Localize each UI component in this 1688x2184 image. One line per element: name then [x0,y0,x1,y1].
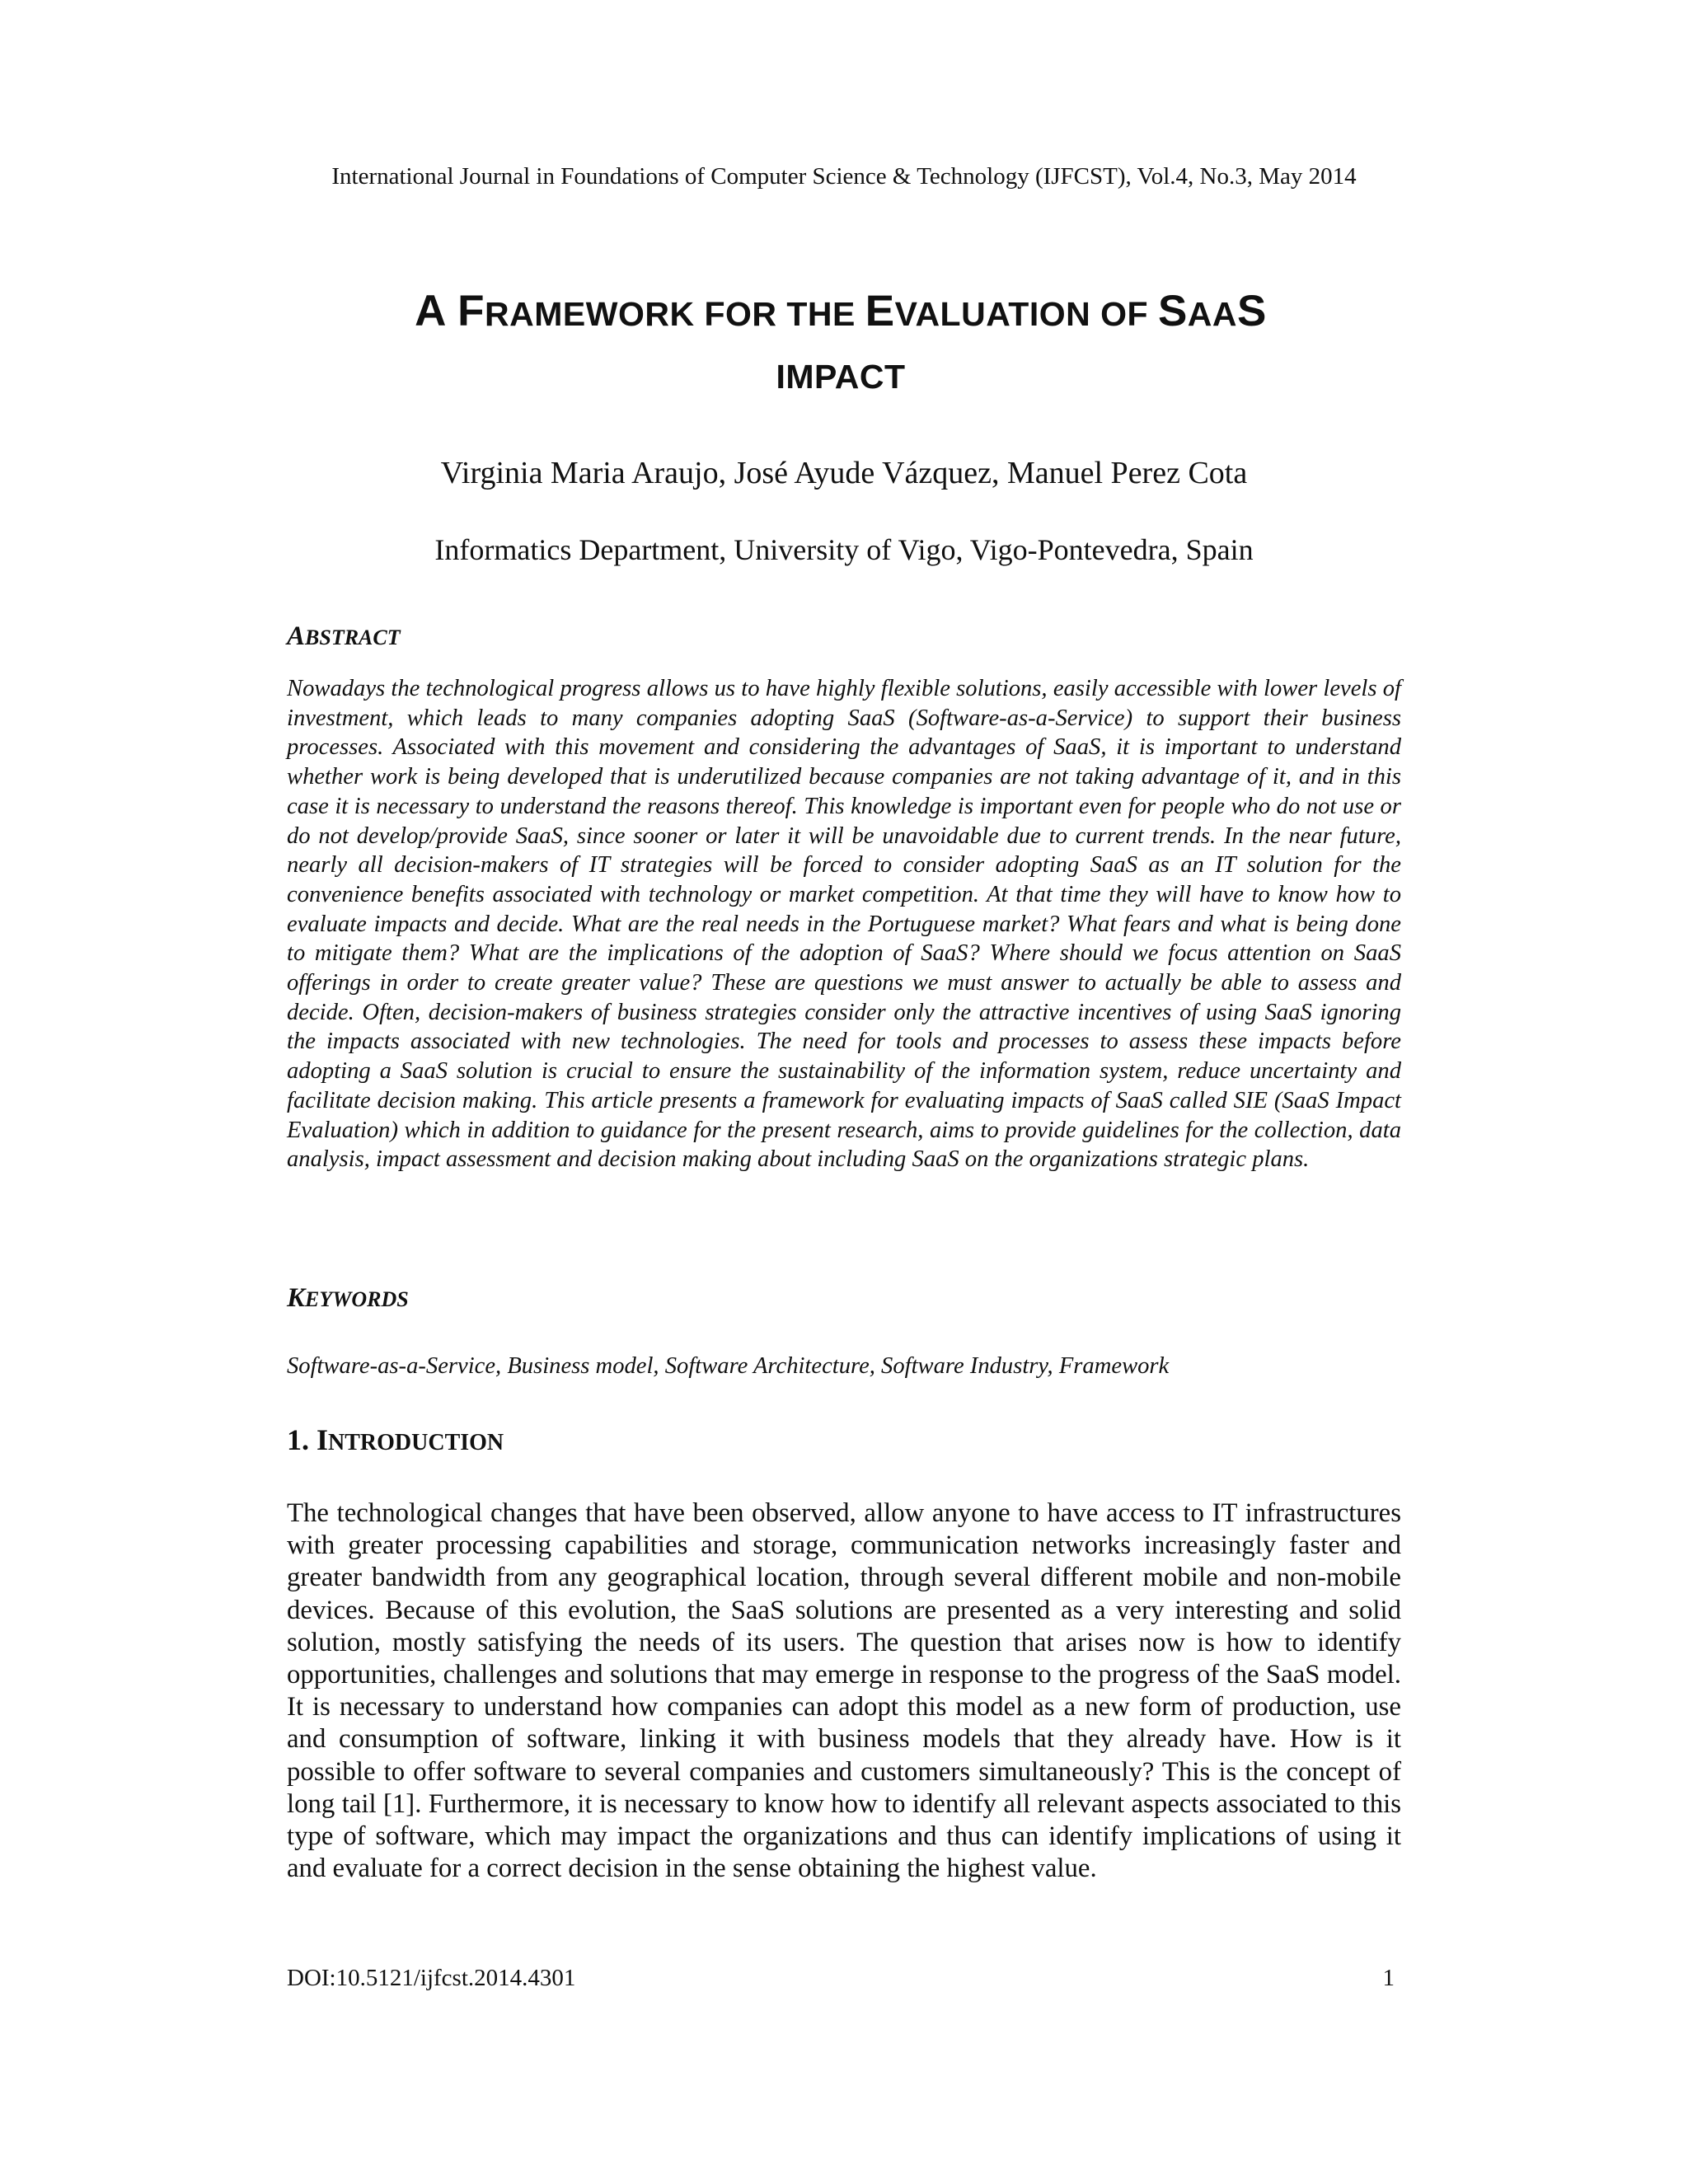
title-smallcaps-2: VALUATION OF [894,295,1158,333]
title-cap-s-end: S [1237,287,1267,335]
title-smallcaps-1: RAMEWORK FOR THE [485,295,865,333]
title-smallcaps-3: AA [1187,295,1238,333]
page-number: 1 [1382,1965,1395,1991]
introduction-text: The technological changes that have been observed, allow anyone to have access to IT infrastructures with greater processing capabilities and storage, communication networks increasingly faster and greater bandwidth from any geographical location, through several different mobile and non-mobile devices. Because of this evolution, the SaaS solutions are presented as a very interesting and solid solution, mostly satisfying the needs of its users. The question that arises now is how to identify opportunities, challenges and solutions that may emerge in response to the progress of the SaaS model. It is necessary to understand how companies can adopt this model as a new form of production, use and consumption of software, linking it with business models that they already have. How is it possible to offer software to several companies and customers simultaneously? This is the concept of long tail [1]. Furthermore, it is necessary to know how to identify all relevant aspects associated to this type of software, which may impact the organizations and thus can identify implications of using it and evaluate for a correct decision in the sense obtaining the highest value. [287,1498,1401,1884]
keywords-heading [287,1282,409,1316]
authors: Virginia Maria Araujo, José Ayude Vázquez, Manuel Perez Cota [440,456,1248,490]
title-cap-s: S [1157,287,1188,335]
abstract-heading [287,620,401,654]
journal-header: International Journal in Foundations of Computer Science & Technology (IJFCST), Vol.4, No.3, May 2014 [331,163,1357,190]
affiliation: Informatics Department, University of Vigo, Vigo-Pontevedra, Spain [434,533,1254,566]
keywords-heading-cap: K [287,1283,306,1313]
introduction-heading-cap: I [316,1423,329,1456]
section-number: 1. [287,1423,316,1456]
introduction-heading [287,1423,504,1460]
abstract-text: Nowadays the technological progress allows us to have highly flexible solutions, easily accessible with lower levels of investment, which leads to many companies adopting SaaS (Software-as-a-Service) to support their business processes. Associated with this movement and considering the advantages of SaaS, it is important to understand whether work is being developed that is underutilized because companies are not taking advantage of it, and in this case it is necessary to understand the reasons thereof. This knowledge is important even for people who do not use or do not develop/provide SaaS, since sooner or later it will be unavoidable due to current trends. In the near future, nearly all decision-makers of IT strategies will be forced to consider adopting SaaS as an IT solution for the convenience benefits associated with technology or market competition. At that time they will have to know how to evaluate impacts and decide. What are the real needs in the Portuguese market? What fears and what is being done to mitigate them? What are the implications of the adoption of SaaS? Where should we focus attention on SaaS offerings in order to create greater value? These are questions we must answer to actually be able to assess and decide. Often, decision-makers of business strategies consider only the attractive incentives of using SaaS ignoring the impacts associated with new technologies. The need for tools and processes to assess these impacts before adopting a SaaS solution is crucial to ensure the sustainability of the information system, reduce uncertainty and facilitate decision making. This article presents a framework for evaluating impacts of SaaS called SIE (SaaS Impact Evaluation) which in addition to guidance for the present research, aims to provide guidelines for the collection, data analysis, impact assessment and decision making about including SaaS on the organizations strategic plans. [287,676,1401,1173]
keywords-text: Software-as-a-Service, Business model, Software Architecture, Software Industry, Framework [287,1353,1170,1379]
title-line-2: IMPACT [776,358,906,396]
paper-title [280,280,1401,408]
title-word-a: A [415,287,458,335]
doi-footer: DOI:10.5121/ijfcst.2014.4301 [287,1965,576,1991]
keywords-heading-rest: EYWORDS [305,1287,409,1311]
abstract-heading-cap: A [287,621,306,651]
title-line-1 [280,280,1401,345]
introduction-heading-rest: NTRODUCTION [328,1430,504,1455]
title-cap-f: F [457,287,485,335]
abstract-heading-rest: BSTRACT [305,626,401,649]
title-cap-e: E [865,287,895,335]
